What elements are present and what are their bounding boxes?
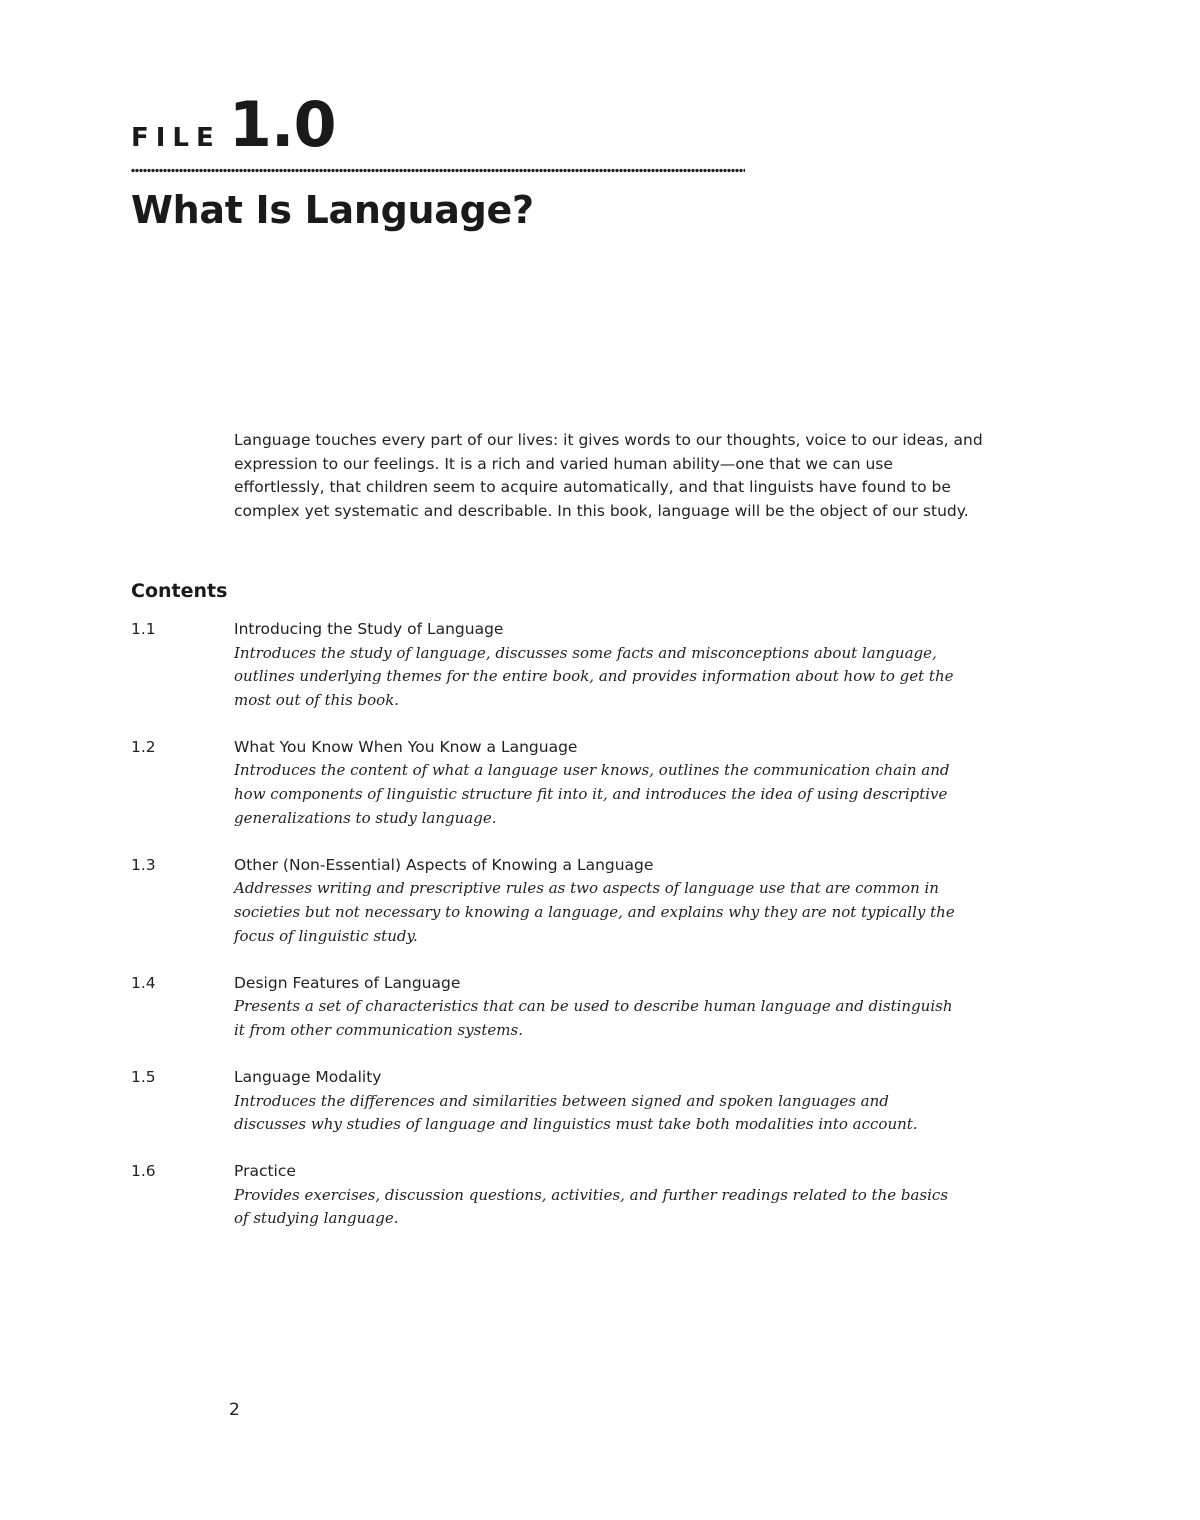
toc-item-number: 1.4 [131,973,156,992]
toc-item-description: Provides exercises, discussion questions, activities, and further readings related to the basics of studying language. [234,1185,949,1228]
toc-item-description: Introduces the study of language, discusses some facts and misconceptions about language, outlines underlying themes for the entire book, and provides information about how to get the most out of this book. [234,643,954,709]
toc-item-title: Language Modality [234,1067,382,1086]
toc-item-number: 1.3 [131,855,156,874]
toc-item [131,736,971,830]
toc-item-body [234,854,971,948]
toc-item [131,618,971,712]
toc-item [131,1160,971,1231]
toc-item [131,1066,971,1137]
intro-paragraph: Language touches every part of our lives: it gives words to our thoughts, voice to our ideas, and expression to our feelings. It is a rich and varied human ability—one that we can use effortlessly, that children seem to acquire automatically, and that linguists have found to be complex yet systematic and describable. In this book, language will be the object of our study. [234,431,983,520]
contents-list [131,618,971,1254]
file-label: FILE [131,123,221,153]
toc-item-title: Introducing the Study of Language [234,620,504,638]
file-heading [131,88,336,161]
toc-item-title: Other (Non-Essential) Aspects of Knowing a Language [234,855,654,874]
toc-item-body [234,618,971,712]
page-number: 2 [229,1400,240,1420]
toc-item-body [234,972,971,1043]
contents-heading: Contents [131,580,228,602]
toc-item [131,972,971,1043]
toc-item-number: 1.6 [131,1162,156,1181]
toc-item-description: Introduces the content of what a language user knows, outlines the communication chain and how components of linguistic structure fit into it, and introduces the idea of using descriptive generalizations to study language. [234,761,950,827]
toc-item-title: Design Features of Language [234,973,461,992]
toc-item-body [234,1160,971,1231]
toc-item-number: 1.5 [131,1067,156,1086]
toc-item-body [234,1066,971,1137]
toc-item-title: Practice [234,1162,296,1181]
toc-item [131,854,971,948]
toc-item-description: Introduces the differences and similarities between signed and spoken languages and discusses why studies of language and linguistics must take both modalities into account. [234,1091,918,1134]
toc-item-description: Presents a set of characteristics that can be used to describe human language and distinguish it from other communication systems. [234,997,953,1039]
toc-item-number: 1.1 [131,620,156,638]
page-title: What Is Language? [131,188,534,232]
toc-item-title: What You Know When You Know a Language [234,737,578,756]
dotted-divider [131,168,745,173]
toc-item-number: 1.2 [131,737,156,756]
toc-item-description: Addresses writing and prescriptive rules as two aspects of language use that are common in societies but not necessary to knowing a language, and explains why they are not typically the focus of linguistic study. [234,879,955,945]
file-number: 1.0 [228,88,336,161]
toc-item-body [234,736,971,830]
